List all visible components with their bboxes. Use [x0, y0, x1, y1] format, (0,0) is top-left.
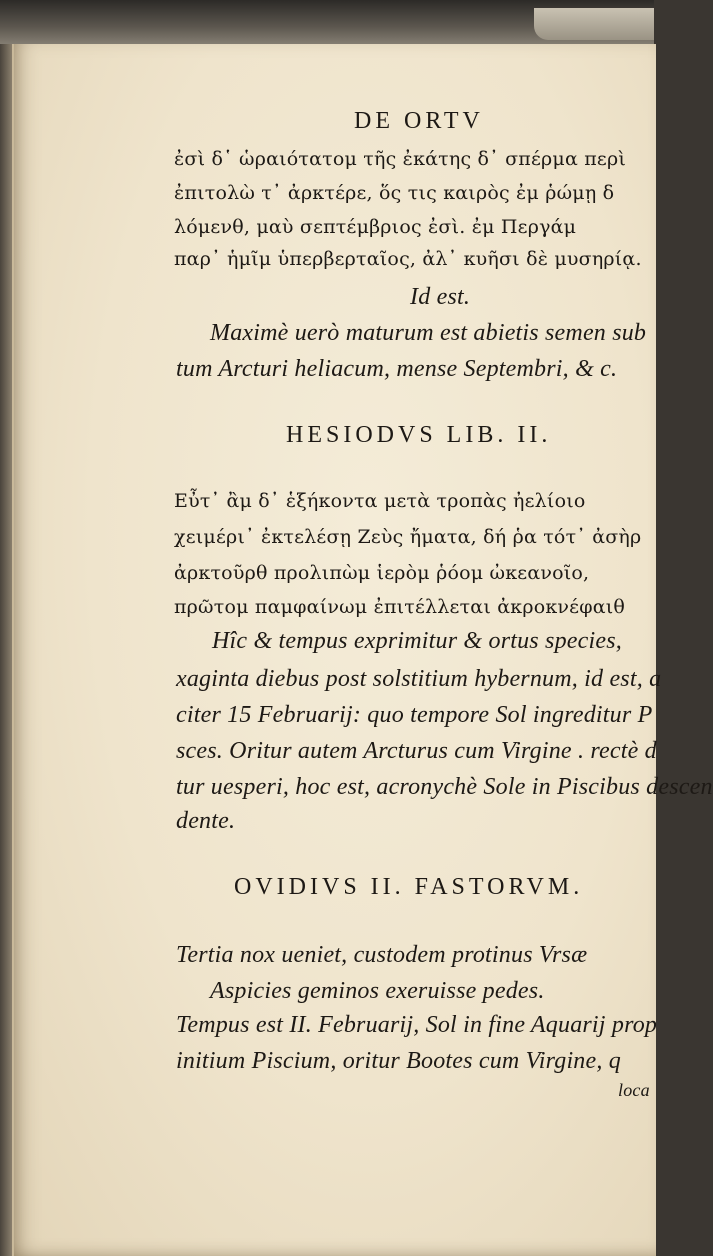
greek-line: χειμέρι᾽ ἐκτελέσῃ Ζεὺς ἤματα, δή ῥα τότ᾽ ἀσὴρ	[174, 526, 642, 548]
section-title-hesiodus: HESIODVS LIB. II.	[286, 422, 552, 448]
latin-line: Tempus est II. Februarij, Sol in fine Aquarij prop	[176, 1012, 658, 1038]
book-gutter	[0, 44, 12, 1256]
greek-line: παρ᾽ ἡμῖμ ὑπερβερταῖος, ἀλ᾽ κυῆσι δὲ μυσηρίᾳ.	[174, 248, 642, 270]
verse-line: Tertia nox ueniet, custodem protinus Vrsæ	[176, 942, 588, 968]
greek-line: ἀρκτοῦρθ προλιπὼμ ἱερὸμ ῥόομ ὠκεανοῖο,	[174, 562, 590, 584]
greek-line: ἐσὶ δ῾ ὡραιότατομ τῆς ἐκάτης δ᾽ σπέρμα περὶ	[174, 148, 626, 170]
section-title-ovidius: OVIDIVS II. FASTORVM.	[234, 874, 584, 900]
latin-line: loca	[618, 1080, 650, 1100]
latin-line: initium Piscium, oritur Bootes cum Virgine, q	[176, 1048, 621, 1074]
verse-line: Aspicies geminos exeruisse pedes.	[210, 978, 545, 1004]
latin-line: sces. Oritur autem Arcturus cum Virgine . rectè d	[176, 738, 657, 764]
latin-line: xaginta diebus post solstitium hybernum, id est, a	[176, 666, 662, 692]
latin-line: citer 15 Februarij: quo tempore Sol ingreditur P	[176, 702, 653, 728]
id-est: Id est.	[410, 284, 471, 310]
latin-line: Maximè uerò maturum est abietis semen sub	[210, 320, 647, 346]
latin-line: tur uesperi, hoc est, acronychè Sole in Piscibus descen	[176, 774, 713, 800]
greek-line: ἐπιτολὼ τ᾽ ἀρκτέρε, ὅς τις καιρὸς ἐμ ῥώμῃ δ	[174, 182, 615, 204]
latin-line: Hîc & tempus exprimitur & ortus species,	[212, 628, 622, 654]
page-curl	[534, 8, 654, 40]
book-top-edge	[0, 0, 654, 48]
header-title: DE ORTV	[354, 108, 484, 134]
book-page	[12, 44, 713, 1256]
greek-line: πρῶτομ παμφαίνωμ ἐπιτέλλεται ἀκροκνέφαιθ	[174, 596, 626, 618]
latin-line: dente.	[176, 808, 236, 834]
latin-line: tum Arcturi heliacum, mense Septembri, & c.	[176, 356, 618, 382]
greek-line: λόμενθ, μαὺ σεπτέμβριος ἐσὶ. ἐμ Περγάμ	[174, 216, 577, 238]
greek-line: Εὖτ᾽ ἂμ δ᾽ ἑξήκοντα μετὰ τροπὰς ἠελίοιο	[174, 490, 586, 512]
